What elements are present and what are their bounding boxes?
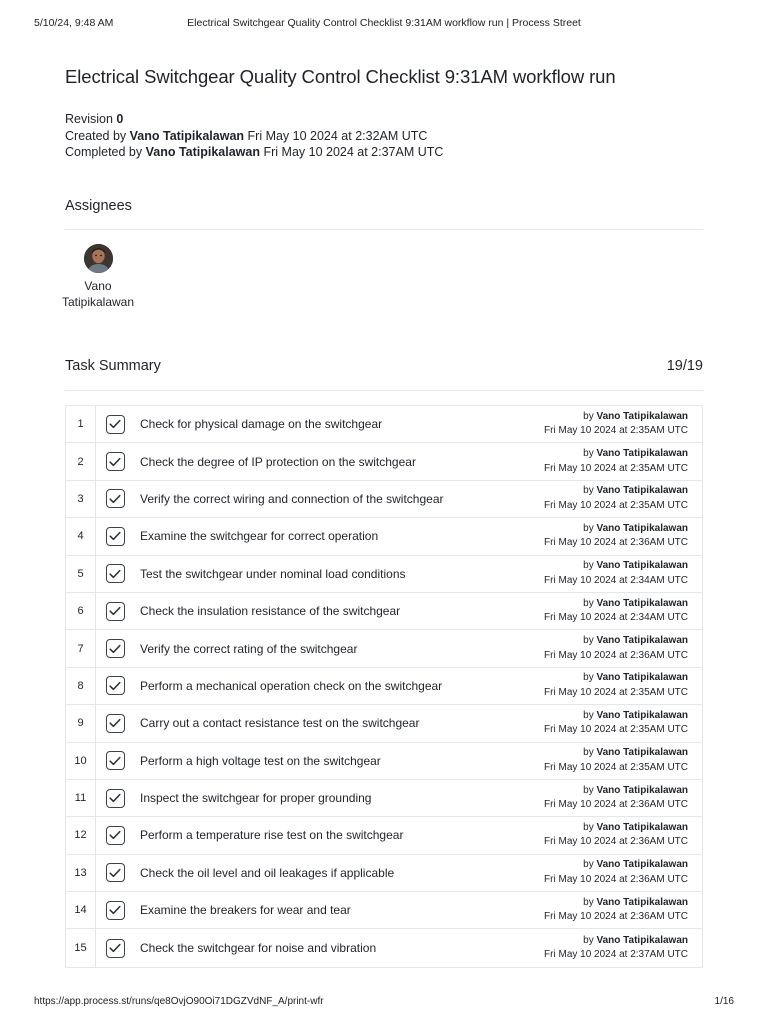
avatar — [84, 244, 113, 273]
checkmark-icon — [109, 606, 121, 616]
task-checkbox[interactable] — [106, 452, 125, 471]
by-label: by — [583, 784, 594, 796]
task-completed-at: Fri May 10 2024 at 2:35AM UTC — [544, 724, 688, 736]
task-completed-by — [512, 522, 688, 537]
checkmark-icon — [109, 531, 121, 541]
revision-label: Revision — [65, 112, 113, 126]
task-number: 2 — [66, 443, 96, 479]
checkmark-icon — [109, 793, 121, 803]
assignee-name — [48, 278, 148, 310]
task-checkbox-cell — [96, 780, 134, 816]
table-row — [66, 817, 702, 854]
by-label: by — [583, 821, 594, 833]
assignee-card — [48, 244, 148, 310]
task-checkbox-cell — [96, 406, 134, 442]
task-completed-by — [512, 410, 688, 425]
task-completion-info — [512, 410, 702, 439]
task-completed-at: Fri May 10 2024 at 2:35AM UTC — [544, 462, 688, 474]
task-name[interactable]: Check for physical damage on the switchgear — [140, 417, 383, 432]
checkmark-icon — [109, 681, 121, 691]
table-row — [66, 518, 702, 555]
task-number: 10 — [66, 743, 96, 779]
task-checkbox-cell — [96, 743, 134, 779]
task-name[interactable]: Verify the correct wiring and connection of the switchgear — [140, 491, 444, 506]
task-completed-at: Fri May 10 2024 at 2:34AM UTC — [544, 574, 688, 586]
task-user: Vano Tatipikalawan — [596, 747, 688, 759]
task-completion-info — [512, 784, 702, 813]
task-checkbox-cell — [96, 556, 134, 592]
revision-line — [65, 111, 443, 128]
task-completed-by — [512, 447, 688, 462]
table-row — [66, 892, 702, 929]
completed-line — [65, 144, 443, 161]
task-number: 6 — [66, 593, 96, 629]
task-checkbox-cell — [96, 593, 134, 629]
task-user: Vano Tatipikalawan — [596, 934, 688, 946]
task-completed-at: Fri May 10 2024 at 2:36AM UTC — [544, 873, 688, 885]
task-checkbox[interactable] — [106, 901, 125, 920]
task-name[interactable]: Check the oil level and oil leakages if applicable — [140, 865, 395, 880]
task-number: 1 — [66, 406, 96, 442]
by-label: by — [583, 672, 594, 684]
task-number: 12 — [66, 817, 96, 853]
task-checkbox-cell — [96, 630, 134, 666]
task-user: Vano Tatipikalawan — [596, 597, 688, 609]
print-document-title: Electrical Switchgear Quality Control Checklist 9:31AM workflow run | Process Street — [187, 17, 581, 29]
task-completed-by — [512, 934, 688, 949]
task-number: 15 — [66, 929, 96, 966]
task-user: Vano Tatipikalawan — [596, 485, 688, 497]
created-at: Fri May 10 2024 at 2:32AM UTC — [247, 128, 428, 143]
task-completed-by — [512, 559, 688, 574]
task-completed-by — [512, 896, 688, 911]
task-user: Vano Tatipikalawan — [596, 560, 688, 572]
task-checkbox-cell — [96, 929, 134, 966]
task-summary-title: Task Summary — [65, 358, 161, 374]
revision-value: 0 — [116, 112, 124, 126]
task-user: Vano Tatipikalawan — [596, 709, 688, 721]
task-checkbox[interactable] — [106, 863, 125, 882]
checkmark-icon — [109, 644, 121, 654]
task-user: Vano Tatipikalawan — [596, 859, 688, 871]
task-completed-by — [512, 484, 688, 499]
task-checkbox[interactable] — [106, 489, 125, 508]
task-number: 14 — [66, 892, 96, 928]
task-number: 11 — [66, 780, 96, 816]
task-completion-info — [512, 522, 702, 551]
table-row — [66, 593, 702, 630]
task-name[interactable]: Check the degree of IP protection on the switchgear — [140, 454, 416, 469]
created-line — [65, 128, 443, 145]
task-checkbox[interactable] — [106, 639, 125, 658]
checkmark-icon — [109, 419, 121, 429]
task-completion-info — [512, 934, 702, 963]
by-label: by — [583, 896, 594, 908]
table-row — [66, 443, 702, 480]
task-completion-info — [512, 597, 702, 626]
created-by-user: Vano Tatipikalawan — [129, 128, 245, 143]
task-checkbox[interactable] — [106, 789, 125, 808]
task-checkbox[interactable] — [106, 676, 125, 695]
checkmark-icon — [109, 830, 121, 840]
task-completion-info — [512, 709, 702, 738]
task-completed-at: Fri May 10 2024 at 2:37AM UTC — [544, 949, 688, 961]
task-completed-at: Fri May 10 2024 at 2:35AM UTC — [544, 686, 688, 698]
task-checkbox[interactable] — [106, 826, 125, 845]
task-number: 5 — [66, 556, 96, 592]
task-completion-info — [512, 559, 702, 588]
task-completed-at: Fri May 10 2024 at 2:35AM UTC — [544, 499, 688, 511]
task-checkbox-cell — [96, 892, 134, 928]
task-completed-by — [512, 784, 688, 799]
by-label: by — [583, 560, 594, 572]
task-completion-count: 19/19 — [666, 358, 703, 374]
task-name[interactable]: Examine the switchgear for correct operation — [140, 529, 379, 544]
task-completion-info — [512, 447, 702, 476]
assignee-first-name: Vano — [84, 279, 112, 293]
task-number: 3 — [66, 481, 96, 517]
task-checkbox[interactable] — [106, 939, 125, 958]
table-row — [66, 743, 702, 780]
task-name[interactable]: Perform a high voltage test on the switchgear — [140, 753, 381, 768]
task-name[interactable]: Test the switchgear under nominal load conditions — [140, 566, 406, 581]
task-name[interactable]: Verify the correct rating of the switchgear — [140, 641, 358, 656]
task-checkbox[interactable] — [106, 751, 125, 770]
by-label: by — [583, 934, 594, 946]
table-row — [66, 406, 702, 443]
task-number: 13 — [66, 855, 96, 891]
table-row — [66, 929, 702, 966]
task-completed-at: Fri May 10 2024 at 2:36AM UTC — [544, 649, 688, 661]
checkmark-icon — [109, 756, 121, 766]
task-user: Vano Tatipikalawan — [596, 635, 688, 647]
task-user: Vano Tatipikalawan — [596, 821, 688, 833]
by-label: by — [583, 597, 594, 609]
task-completion-info — [512, 858, 702, 887]
task-user: Vano Tatipikalawan — [596, 448, 688, 460]
task-completed-at: Fri May 10 2024 at 2:36AM UTC — [544, 836, 688, 848]
task-summary-divider — [65, 390, 703, 391]
task-completion-info — [512, 821, 702, 850]
table-row — [66, 855, 702, 892]
task-completed-by — [512, 634, 688, 649]
task-completion-info — [512, 896, 702, 925]
task-completed-at: Fri May 10 2024 at 2:34AM UTC — [544, 612, 688, 624]
completed-at: Fri May 10 2024 at 2:37AM UTC — [263, 145, 444, 159]
task-completion-info — [512, 634, 702, 663]
checkmark-icon — [109, 457, 121, 467]
checkmark-icon — [109, 569, 121, 579]
checkmark-icon — [109, 494, 121, 504]
by-label: by — [583, 410, 594, 422]
completed-label: Completed by — [65, 145, 143, 159]
task-completed-by — [512, 597, 688, 612]
task-checkbox-cell — [96, 518, 134, 554]
task-checkbox[interactable] — [106, 527, 125, 546]
assignees-title: Assignees — [65, 198, 132, 214]
task-checkbox-cell — [96, 481, 134, 517]
assignee-last-name: Tatipikalawan — [61, 295, 135, 309]
task-name[interactable]: Perform a temperature rise test on the switchgear — [140, 828, 404, 843]
checkmark-icon — [109, 943, 121, 953]
task-completed-at: Fri May 10 2024 at 2:36AM UTC — [544, 799, 688, 811]
page-title: Electrical Switchgear Quality Control Checklist 9:31AM workflow run — [65, 66, 616, 87]
table-row — [66, 705, 702, 742]
task-completed-at: Fri May 10 2024 at 2:36AM UTC — [544, 911, 688, 923]
task-completed-by — [512, 671, 688, 686]
by-label: by — [583, 448, 594, 460]
by-label: by — [583, 747, 594, 759]
task-completed-by — [512, 858, 688, 873]
task-completion-info — [512, 746, 702, 775]
task-checkbox[interactable] — [106, 602, 125, 621]
task-name[interactable]: Carry out a contact resistance test on the switchgear — [140, 716, 420, 731]
task-user: Vano Tatipikalawan — [596, 522, 688, 534]
by-label: by — [583, 635, 594, 647]
task-completed-by — [512, 821, 688, 836]
print-header — [34, 17, 734, 31]
print-date: 5/10/24, 9:48 AM — [34, 17, 114, 29]
task-user: Vano Tatipikalawan — [596, 896, 688, 908]
task-checkbox-cell — [96, 443, 134, 479]
task-user: Vano Tatipikalawan — [596, 410, 688, 422]
completed-by-user: Vano Tatipikalawan — [145, 145, 260, 159]
by-label: by — [583, 522, 594, 534]
task-checkbox-cell — [96, 855, 134, 891]
table-row — [66, 556, 702, 593]
by-label: by — [583, 485, 594, 497]
by-label: by — [583, 709, 594, 721]
checkmark-icon — [109, 718, 121, 728]
task-number: 9 — [66, 705, 96, 741]
checkmark-icon — [109, 905, 121, 915]
created-label: Created by — [65, 128, 127, 143]
task-completed-by — [512, 746, 688, 761]
task-completed-at: Fri May 10 2024 at 2:35AM UTC — [544, 425, 688, 437]
task-completion-info — [512, 484, 702, 513]
task-user: Vano Tatipikalawan — [596, 672, 688, 684]
task-name[interactable]: Check the switchgear for noise and vibration — [140, 941, 377, 956]
task-checkbox-cell — [96, 705, 134, 741]
task-completed-at: Fri May 10 2024 at 2:35AM UTC — [544, 761, 688, 773]
assignees-divider — [65, 229, 703, 230]
user-avatar-icon — [84, 244, 113, 273]
task-number: 7 — [66, 630, 96, 666]
task-table — [65, 405, 703, 968]
task-name[interactable]: Examine the breakers for wear and tear — [140, 903, 351, 918]
print-page-number: 1/16 — [714, 996, 734, 1007]
task-checkbox[interactable] — [106, 564, 125, 583]
task-checkbox[interactable] — [106, 415, 125, 434]
task-number: 8 — [66, 668, 96, 704]
table-row — [66, 630, 702, 667]
task-completed-at: Fri May 10 2024 at 2:36AM UTC — [544, 537, 688, 549]
task-number: 4 — [66, 518, 96, 554]
task-user: Vano Tatipikalawan — [596, 784, 688, 796]
workflow-meta — [65, 111, 443, 161]
task-name[interactable]: Inspect the switchgear for proper grounding — [140, 791, 372, 806]
task-checkbox-cell — [96, 817, 134, 853]
print-url: https://app.process.st/runs/qe8OvjO90Oi71DGZVdNF_A/print-wfr — [34, 996, 324, 1007]
task-checkbox-cell — [96, 668, 134, 704]
table-row — [66, 481, 702, 518]
task-checkbox[interactable] — [106, 714, 125, 733]
task-name[interactable]: Perform a mechanical operation check on the switchgear — [140, 678, 443, 693]
task-completion-info — [512, 671, 702, 700]
task-name[interactable]: Check the insulation resistance of the switchgear — [140, 604, 401, 619]
task-completed-by — [512, 709, 688, 724]
checkmark-icon — [109, 868, 121, 878]
by-label: by — [583, 859, 594, 871]
table-row — [66, 780, 702, 817]
table-row — [66, 668, 702, 705]
